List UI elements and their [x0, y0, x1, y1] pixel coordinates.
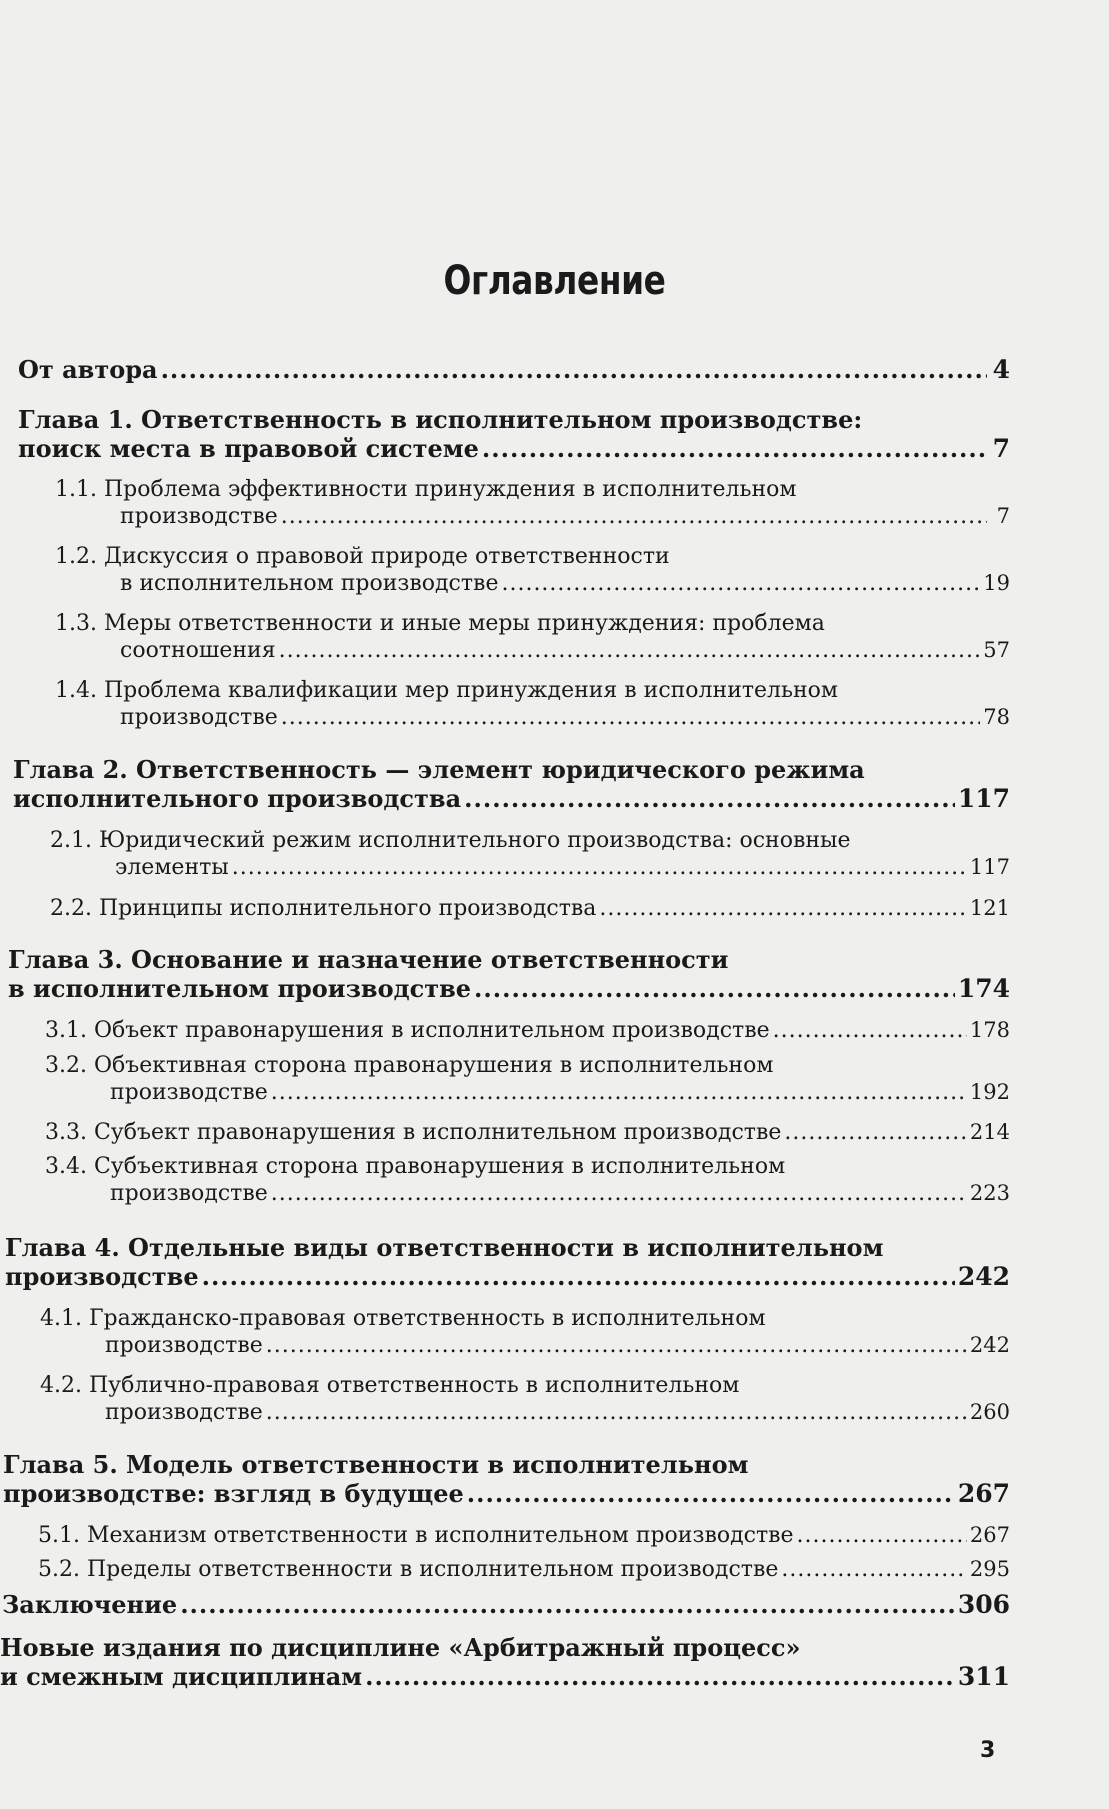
toc-entry-line — [18, 355, 1010, 384]
toc-entry-text: Глава 2. Ответственность — элемент юридического режима — [13, 755, 865, 784]
toc-page-number: 267 — [969, 1523, 1010, 1547]
toc-section — [50, 827, 1010, 881]
toc-entry-text: 1.4. Проблема квалификации мер принуждения в исполнительном — [55, 678, 839, 703]
toc-entry-line — [45, 1180, 1010, 1207]
toc-entry-text: соотношения — [120, 638, 276, 663]
dot-leader — [202, 1262, 955, 1291]
toc-section — [45, 1017, 1010, 1044]
toc-entry-text: Глава 1. Ответственность в исполнительном производстве: — [18, 405, 863, 434]
toc-entry-line — [40, 1305, 1010, 1332]
toc-entry-text: 4.1. Гражданско-правовая ответственность в исполнительном — [40, 1306, 766, 1331]
toc-entry-line — [13, 755, 1010, 784]
toc-entry-line — [40, 1372, 1010, 1399]
toc-page-number: 214 — [969, 1120, 1010, 1144]
toc-entry-text: Новые издания по дисциплине «Арбитражный процесс» — [0, 1633, 801, 1662]
page-title: Оглавление — [443, 258, 666, 304]
toc-entry-text: 5.2. Пределы ответственности в исполнительном производстве — [38, 1557, 779, 1582]
toc-entry-line — [5, 1233, 1010, 1262]
toc-entry-line — [50, 827, 1010, 854]
toc-entry-line — [55, 677, 1010, 704]
toc-page-number: 117 — [957, 784, 1010, 813]
toc-chapter — [8, 945, 1010, 1003]
toc-section — [38, 1556, 1010, 1583]
toc-section — [45, 1153, 1010, 1207]
toc-page-number: 174 — [957, 974, 1010, 1003]
toc-entry-text: Глава 4. Отдельные виды ответственности в исполнительном — [5, 1233, 884, 1262]
page-number: 3 — [980, 1738, 996, 1763]
toc-entry-line — [18, 434, 1010, 463]
toc-entry-text: производстве — [110, 1080, 268, 1105]
toc-entry-line — [50, 854, 1010, 881]
toc-entry-text: 4.2. Публично-правовая ответственность в исполнительном — [40, 1373, 740, 1398]
dot-leader — [281, 704, 981, 731]
toc-entry-line — [2, 1590, 1010, 1619]
toc-section — [55, 610, 1010, 664]
toc-entry-text: 1.2. Дискуссия о правовой природе ответственности — [55, 544, 670, 569]
toc-entry-text: Глава 3. Основание и назначение ответственности — [8, 945, 729, 974]
toc-entry-line — [3, 1479, 1010, 1508]
toc-entry-line — [40, 1332, 1010, 1359]
dot-leader — [266, 1332, 967, 1359]
toc-entry-text: 2.2. Принципы исполнительного производства — [50, 896, 597, 921]
toc-entry-line — [0, 1662, 1010, 1691]
toc-entry-line — [8, 945, 1010, 974]
toc-chapter — [3, 1450, 1010, 1508]
toc-section — [38, 1522, 1010, 1549]
toc-section — [55, 543, 1010, 597]
toc-entry-text: производстве — [120, 705, 278, 730]
dot-leader — [797, 1522, 967, 1549]
toc-page-number: 178 — [969, 1018, 1010, 1042]
toc-section — [45, 1119, 1010, 1146]
toc-entry-line — [55, 704, 1010, 731]
toc-chapter — [0, 1633, 1010, 1691]
toc-entry-text: исполнительного производства — [13, 784, 462, 813]
toc-entry-line — [13, 784, 1010, 813]
toc-entry-line — [55, 637, 1010, 664]
toc-entry-line — [45, 1079, 1010, 1106]
toc-entry-text: Заключение — [2, 1590, 178, 1619]
toc-page-number: 311 — [957, 1662, 1010, 1691]
toc-entry-text: 3.3. Субъект правонарушения в исполнительном производстве — [45, 1120, 782, 1145]
toc-section — [40, 1372, 1010, 1426]
dot-leader — [784, 1119, 967, 1146]
toc-chapter — [5, 1233, 1010, 1291]
toc-chapter — [13, 755, 1010, 813]
toc-page-number: 242 — [969, 1333, 1010, 1357]
toc-entry-line — [38, 1522, 1010, 1549]
toc-section — [50, 895, 1010, 922]
toc-page-number: 121 — [969, 896, 1010, 920]
dot-leader — [161, 355, 987, 384]
dot-leader — [467, 1479, 955, 1508]
dot-leader — [474, 974, 955, 1003]
toc-entry-text: в исполнительном производстве — [120, 571, 499, 596]
toc-page-number: 260 — [969, 1400, 1010, 1424]
toc-entry-text: поиск места в правовой системе — [18, 434, 479, 463]
toc-entry-text: От автора — [18, 355, 158, 384]
dot-leader — [599, 895, 967, 922]
toc-section — [55, 476, 1010, 530]
dot-leader — [281, 503, 987, 530]
dot-leader — [781, 1556, 967, 1583]
toc-entry-line — [3, 1450, 1010, 1479]
toc-entry-text: в исполнительном производстве — [8, 974, 472, 1003]
toc-entry-text: производстве — [120, 504, 278, 529]
toc-entry-text: и смежным дисциплинам — [0, 1662, 363, 1691]
toc-page-number: 4 — [992, 355, 1010, 384]
toc-page-number: 306 — [957, 1590, 1010, 1619]
toc-entry-text: 1.1. Проблема эффективности принуждения в исполнительном — [55, 477, 797, 502]
toc-entry-text: 3.2. Объективная сторона правонарушения в исполнительном — [45, 1053, 774, 1078]
dot-leader — [482, 434, 987, 463]
toc-entry-line — [0, 1633, 1010, 1662]
toc-entry-text: производстве: взгляд в будущее — [3, 1479, 464, 1508]
toc-entry-text: 2.1. Юридический режим исполнительного производства: основные — [50, 828, 851, 853]
toc-entry-line — [18, 405, 1010, 434]
toc-entry-line — [55, 503, 1010, 530]
toc-page-number: 192 — [969, 1080, 1010, 1104]
toc-entry-line — [55, 543, 1010, 570]
dot-leader — [271, 1079, 967, 1106]
toc-page-number: 267 — [957, 1479, 1010, 1508]
toc-entry-line — [5, 1262, 1010, 1291]
toc-entry-line — [55, 610, 1010, 637]
toc-entry-line — [40, 1399, 1010, 1426]
toc-page-number: 7 — [992, 434, 1010, 463]
dot-leader — [365, 1662, 955, 1691]
toc-page-number: 117 — [969, 855, 1010, 879]
toc-page-number: 223 — [969, 1181, 1010, 1205]
toc-page-number: 7 — [996, 504, 1010, 528]
toc-entry-line — [55, 476, 1010, 503]
toc-entry-line — [50, 895, 1010, 922]
toc-entry-line — [38, 1556, 1010, 1583]
toc-entry-text: 3.4. Субъективная сторона правонарушения в исполнительном — [45, 1154, 786, 1179]
toc-entry-line — [45, 1017, 1010, 1044]
toc-entry-text: 1.3. Меры ответственности и иные меры принуждения: проблема — [55, 611, 825, 636]
toc-entry-line — [45, 1119, 1010, 1146]
dot-leader — [773, 1017, 967, 1044]
toc-chapter — [18, 405, 1010, 463]
toc-entry-line — [45, 1052, 1010, 1079]
toc-entry-text: элементы — [115, 855, 229, 880]
toc-entry-line — [45, 1153, 1010, 1180]
toc-entry-line — [8, 974, 1010, 1003]
toc-entry-line — [55, 570, 1010, 597]
dot-leader — [180, 1590, 955, 1619]
toc-section — [55, 677, 1010, 731]
dot-leader — [271, 1180, 967, 1207]
toc-page-number: 57 — [983, 638, 1010, 662]
toc-section — [40, 1305, 1010, 1359]
dot-leader — [464, 784, 955, 813]
toc-entry-text: производстве — [105, 1400, 263, 1425]
dot-leader — [501, 570, 980, 597]
dot-leader — [232, 854, 967, 881]
toc-section — [45, 1052, 1010, 1106]
toc-page-number: 295 — [969, 1557, 1010, 1581]
toc-chapter — [2, 1590, 1010, 1619]
toc-entry-text: производстве — [105, 1333, 263, 1358]
dot-leader — [279, 637, 981, 664]
toc-entry-text: производстве — [5, 1262, 199, 1291]
dot-leader — [266, 1399, 967, 1426]
toc-entry-text: 5.1. Механизм ответственности в исполнительном производстве — [38, 1523, 794, 1548]
toc-chapter — [18, 355, 1010, 384]
toc-entry-text: 3.1. Объект правонарушения в исполнительном производстве — [45, 1018, 770, 1043]
toc-entry-text: производстве — [110, 1181, 268, 1206]
toc-entry-text: Глава 5. Модель ответственности в исполнительном — [3, 1450, 749, 1479]
toc-page-number: 78 — [983, 705, 1010, 729]
toc-page-number: 19 — [983, 571, 1010, 595]
toc-page-number: 242 — [957, 1262, 1010, 1291]
